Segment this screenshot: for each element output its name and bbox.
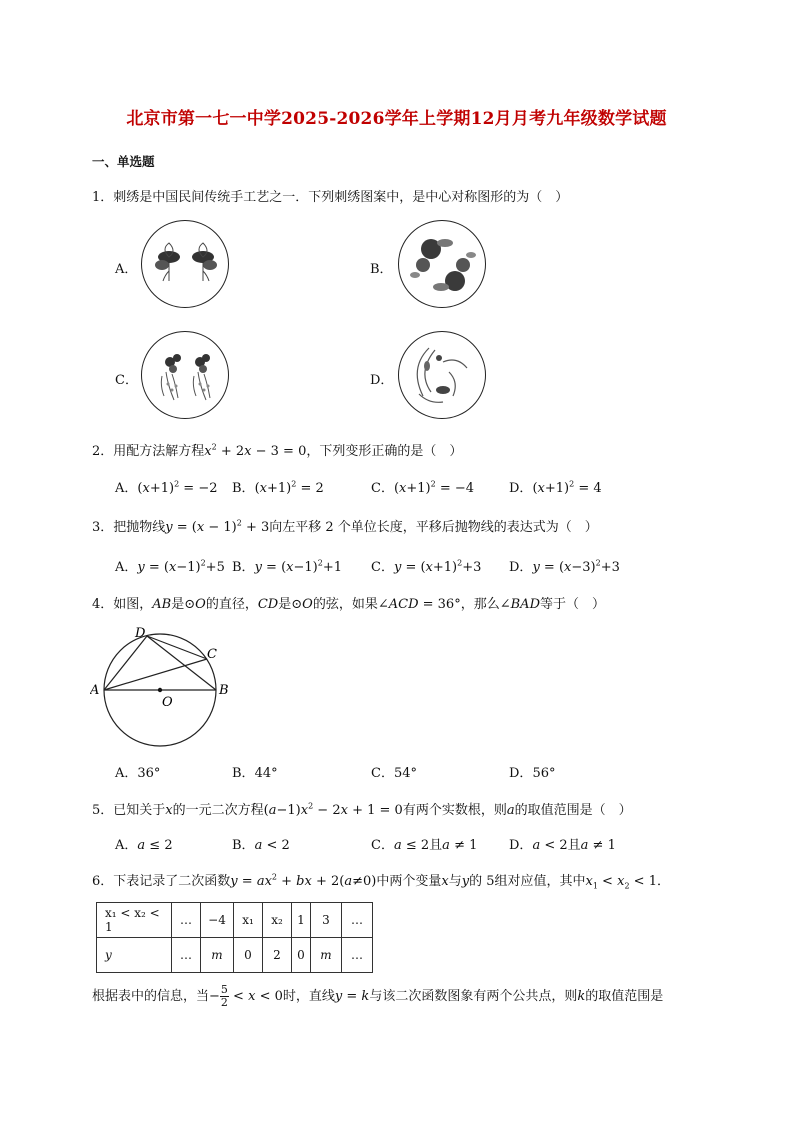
q4-option-c: C．54° [371,766,417,781]
table-cell: 0 [292,938,311,973]
point-label-b: B [219,683,229,698]
table-cell: … [342,903,373,938]
q6-value-table [96,902,373,973]
table-cell: … [172,938,201,973]
q1-option-d-label: D． [370,373,394,388]
point-label-a: A [90,683,100,698]
q5-option-c: C．a ≤ 2且a ≠ 1 [371,838,478,853]
point-label-o: O [162,695,173,710]
q1-option-c-label: C． [115,373,138,388]
point-label-c: C [207,647,217,662]
table-cell: … [172,903,201,938]
table-cell: 3 [311,903,342,938]
question-2-stem: 2．用配方法解方程$x^2 + 2x - 3 = 0$，下列变形正确的是（ ） [92,442,463,459]
table-cell: m [201,938,234,973]
page-title: 北京市第一七一中学2025-2026学年上学期12月月考九年级数学试题 [126,109,667,129]
q4-option-a: A．36° [115,766,161,781]
table-cell: … [342,938,373,973]
question-6-tail: 根据表中的信息，当− $\frac{5}{2}$ < x < 0时，直线y = k与该二次函数图象有两个公共点，则k的取值范围是 [92,983,664,1009]
table-cell: x₂ [263,903,292,938]
table-cell: 2 [263,938,292,973]
q4-circle-figure [90,625,240,760]
table-cell: y [97,938,172,973]
q3-option-d: D．$y = (x-3)^2+3$ [509,558,620,575]
question-3-stem: 3．把抛物线$y = (x - 1)^2 + 3$向左平移 2 个单位长度，平移后抛物线的表达式为（ ） [92,518,598,535]
question-5-stem: 5．已知关于x的一元二次方程$(a-1)x^2 - 2x + 1 = 0$有两个实数根，则a的取值范围是（ ） [92,801,632,818]
q2-stem-prefix: 2．用配方法解方程 [92,444,205,459]
table-row-y [97,938,373,973]
q3-option-b: B．$y = (x-1)^2+1$ [232,558,343,575]
q2-option-b: B．$(x+1)^2 = 2$ [232,479,324,496]
q1-option-b-label: B． [370,262,393,277]
q1-option-a-embroidery-image [141,220,229,308]
point-label-d: D [135,626,146,641]
table-cell: m [311,938,342,973]
q2-option-c: C．$(x+1)^2 = -4$ [371,479,475,496]
q1-option-c-embroidery-image [141,331,229,419]
table-cell: 0 [234,938,263,973]
table-cell: 1 [292,903,311,938]
q3-stem-suffix: 向左平移 2 个单位长度，平移后抛物线的表达式为（ ） [269,520,598,535]
q2-option-a: A．$(x+1)^2 = -2$ [115,479,218,496]
q5-option-d: D．a < 2且a ≠ 1 [509,838,616,853]
table-cell: x₁ < x₂ < 1 [97,903,172,938]
q1-option-d-embroidery-image [398,331,486,419]
question-4-stem: 4．如图，AB是⊙O的直径，CD是⊙O的弦，如果∠ACD = 36°，那么∠BAD等于（ ） [92,597,606,612]
q2-stem-suffix: ，下列变形正确的是（ ） [306,444,463,459]
table-row-x [97,903,373,938]
section-heading: 一、单选题 [92,154,155,169]
q1-option-a-label: A． [115,262,138,277]
q3-stem-prefix: 3．把抛物线 [92,520,166,535]
table-cell: x₁ [234,903,263,938]
q5-option-b: B．a < 2 [232,838,290,853]
table-cell: −4 [201,903,234,938]
q4-option-b: B．44° [232,766,278,781]
q1-option-b-embroidery-image [398,220,486,308]
q3-option-c: C．$y = (x+1)^2+3$ [371,558,482,575]
question-1-stem: 1．刺绣是中国民间传统手工艺之一．下列刺绣图案中，是中心对称图形的为（ ） [92,190,569,205]
q2-option-d: D．$(x+1)^2 = 4$ [509,479,602,496]
question-6-stem: 6．下表记录了二次函数$y = ax^2$ + bx + 2(a≠0)中两个变量x与y的 5组对应值，其中$x_1 < x_2 < 1$． [92,872,670,891]
q5-option-a: A．a ≤ 2 [115,838,173,853]
q4-option-d: D．56° [509,766,556,781]
q3-option-a: A．$y = (x-1)^2+5$ [115,558,225,575]
